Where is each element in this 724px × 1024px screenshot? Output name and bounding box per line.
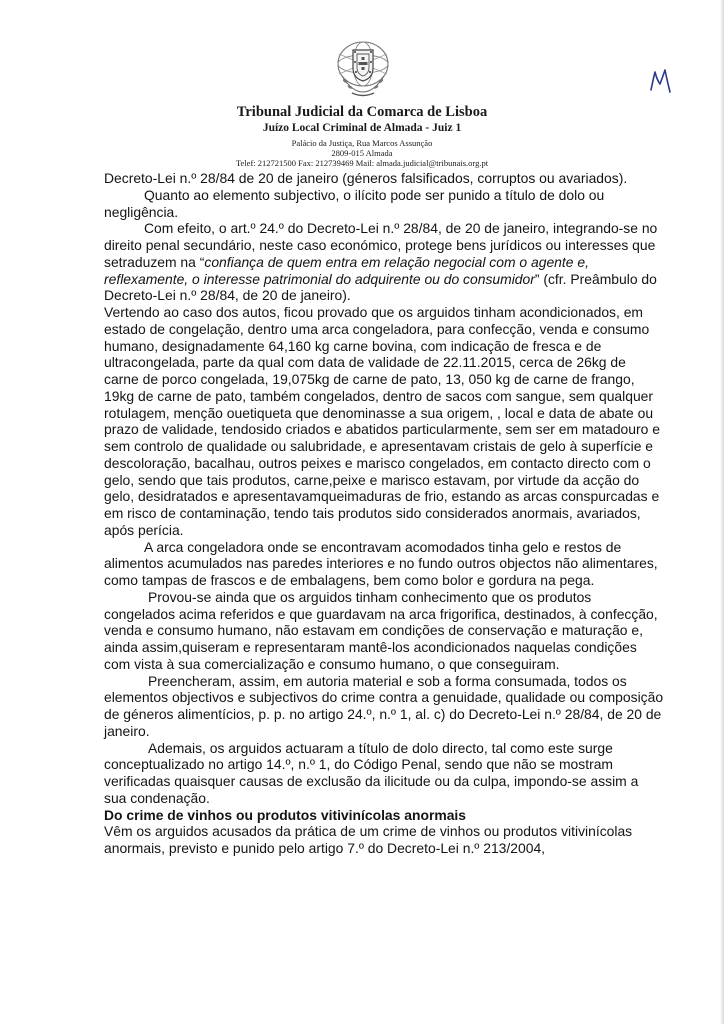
paragraph-2: Quanto ao elemento subjectivo, o ilícito pode ser punido a título de dolo ou negligência.: [104, 186, 605, 220]
paragraph-3-quote: confiança de quem entra em relação negocial com o agente e, reflexamente, o interesse patrimonial do adquirente ou do consumidor: [104, 253, 589, 287]
paragraph-7: Preencheram, assim, em autoria material e sob a forma consumada, todos os elementos objectivos e subjectivos do crime contra a genuidade, qualidade ou composição de géneros alimentícios, p. p. no artigo 24.º, n.º 1, al. c) do Decreto-Lei n.º 28/84, de 20 de janeiro.: [104, 672, 664, 739]
section-heading: Do crime de vinhos ou produtos vitivinícolas anormais: [104, 806, 467, 823]
paragraph-5: A arca congeladora onde se encontravam acomodados tinha gelo e restos de alimentos acumulados nas paredes interiores e no fundo outros objectos não alimentares, como tampas de frascos e de embalagens, bem como bolor e gordura na pega.: [104, 538, 658, 588]
paragraph-1: Decreto-Lei n.º 28/84 de 20 de janeiro (géneros falsificados, corruptos ou avariados).: [104, 170, 628, 186]
document-body: [104, 170, 664, 857]
paragraph-3: [104, 220, 664, 304]
paragraph-6: Provou-se ainda que os arguidos tinham conhecimento que os produtos congelados acima referidos e que guardavam na arca frigorifica, destinados, à confecção, venda e consumo humano, não estavam em condições de conservação e maturação e, ainda assim,quiseram e representaram mantê-los acondicionados naquelas condições com vista à sua comercialização e consumo humano, o que conseguiram.: [104, 588, 658, 672]
court-contacts: Telef: 212721500 Fax: 212739469 Mail: almada.judicial@tribunais.org.pt: [235, 158, 489, 168]
court-postal-code: 2809-015 Almada: [331, 148, 393, 158]
coat-of-arms-icon: [334, 36, 392, 98]
court-address: Palácio da Justiça, Rua Marcos Assunção: [291, 138, 433, 148]
court-name: Tribunal Judicial da Comarca de Lisboa: [236, 104, 488, 120]
paragraph-3-text: Com efeito, o art.º 24.º do Decreto-Lei n.º 28/84, de 20 de janeiro, integrando-se no direito penal secundário, neste caso económico, protege bens jurídicos ou interesses que setraduzem na “: [104, 220, 658, 270]
handwritten-mark-icon: [648, 66, 674, 96]
paragraph-8: Ademais, os arguidos actuaram a título de dolo directo, tal como este surge conceptualizado no artigo 14.º, n.º 1, do Código Penal, sendo que não se mostram verificadas quaisquer causas de exclusão da ilicitude ou da culpa, impondo-se assim a sua condenação.: [104, 739, 639, 806]
paragraph-3-citation: ” (cfr. Preâmbulo do Decreto-Lei n.º 28/84, de 20 de janeiro).: [104, 270, 657, 304]
paragraph-9: Vêm os arguidos acusados da prática de um crime de vinhos ou produtos vitivinícolas anormais, previsto e punido pelo artigo 7.º do Decreto-Lei n.º 213/2004,: [104, 823, 633, 856]
paragraph-4: Vertendo ao caso dos autos, ficou provado que os arguidos tinham acondicionados, em estado de congelação, dentro uma arca congeladora, para confecção, venda e consumo humano, designadamente 64,160 kg carne bovina, com indicação de fresca e de ultracongelada, parte da qual com data de validade de 22.11.2015, cerca de 26kg de carne de porco congelada, 19,075kg de carne de pato, 13, 050 kg de carne de frango, 19kg de carne de pato, também congelados, dentro de sacos com sangue, sem qualquer rotulagem, menção ouetiqueta que denominasse a sua origem, , local e data de abate ou prazo de validade, tendosido criados e abatidos particularmente, sem ser em matadouro e sem controlo de qualidade ou salubridade, e apresentavam cristais de gelo à superfície e descoloração, bacalhau, outros peixes e marisco congelados, em contacto directo com o gelo, sendo que tais produtos, carne,peixe e marisco estavam, por virtude da acção do gelo, desidratados e apresentavamqueimaduras de frio, estando as arcas conspurcadas e em risco de contaminação, tendo tais produtos sido considerados anormais, avariados, após perícia.: [104, 304, 660, 538]
court-division: Juízo Local Criminal de Almada - Juiz 1: [262, 122, 462, 134]
